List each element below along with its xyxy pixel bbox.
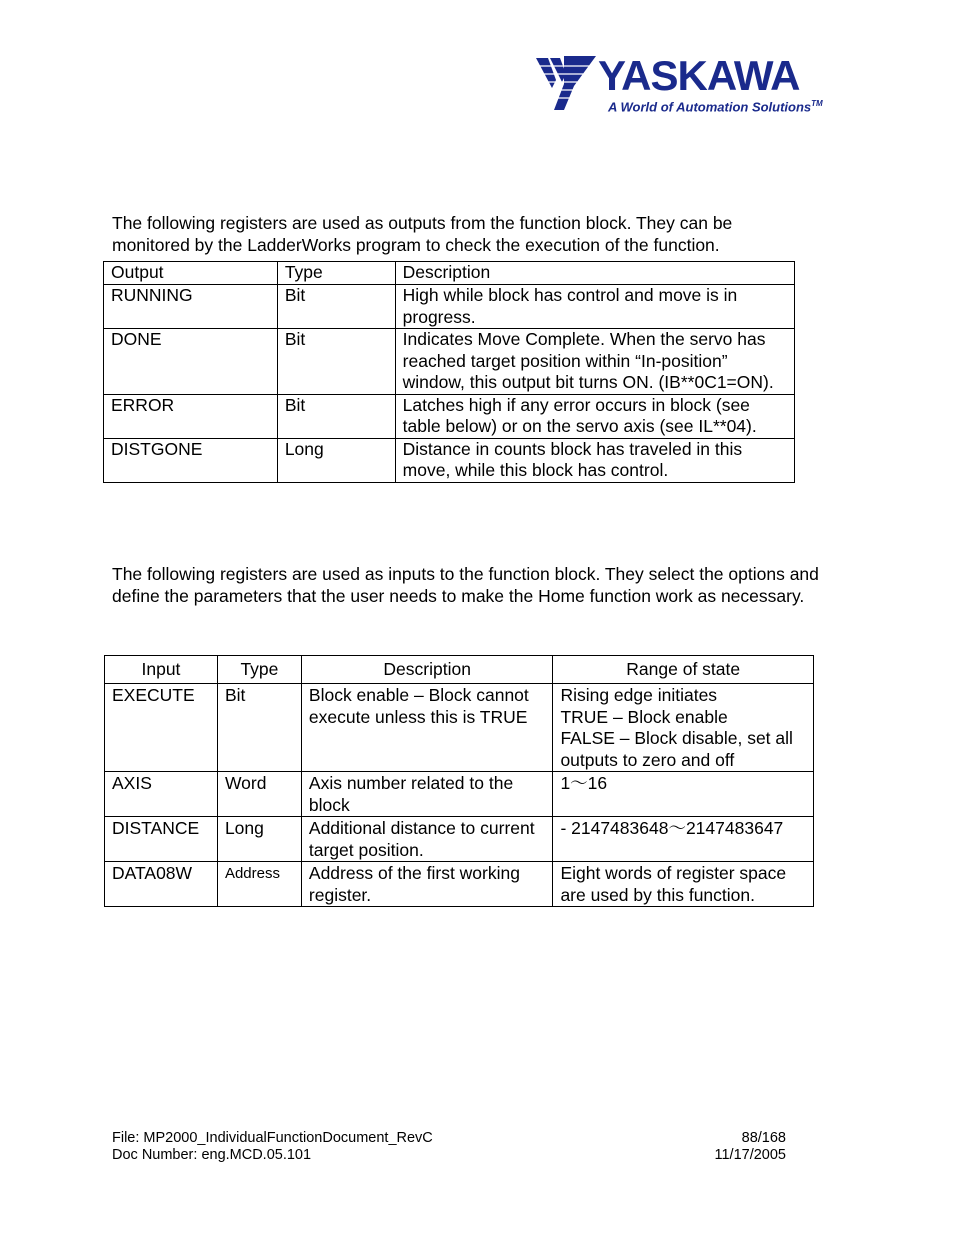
input-description: Block enable – Block cannot execute unless this is TRUE xyxy=(301,684,553,772)
input-name: DISTANCE xyxy=(105,817,218,862)
table-row xyxy=(104,329,795,395)
footer-right xyxy=(700,1130,786,1164)
input-range: 1～16 xyxy=(553,772,814,817)
column-header: Range of state xyxy=(553,656,814,684)
outputs-intro: The following registers are used as outputs from the function block. They can be monitored by the LadderWorks program to check the execution of the function. xyxy=(112,213,733,255)
input-type: Long xyxy=(217,817,301,862)
column-header: Output xyxy=(104,262,278,285)
yaskawa-logo xyxy=(534,52,824,122)
input-name: DATA08W xyxy=(105,862,218,907)
input-description: Address of the first working register. xyxy=(301,862,553,907)
output-type: Bit xyxy=(277,285,395,329)
input-type: Bit xyxy=(217,684,301,772)
yaskawa-mark-icon xyxy=(534,54,598,114)
column-header: Type xyxy=(277,262,395,285)
output-description: High while block has control and move is in progress. xyxy=(395,285,794,329)
table-row xyxy=(105,817,814,862)
input-range: - 2147483648～2147483647 xyxy=(553,817,814,862)
input-range xyxy=(553,684,814,772)
table-row xyxy=(105,772,814,817)
footer-file: File: MP2000_IndividualFunctionDocument_RevC xyxy=(112,1130,433,1146)
output-type: Bit xyxy=(277,329,395,395)
range-line: TRUE – Block enable xyxy=(560,706,728,727)
inputs-intro: The following registers are used as inputs to the function block. They select the options and define the parameters that the user needs to make the Home function work as necessary. xyxy=(112,564,819,606)
column-header: Input xyxy=(105,656,218,684)
table-header-row xyxy=(105,656,814,684)
input-name: AXIS xyxy=(105,772,218,817)
table-row xyxy=(104,285,795,329)
table-row xyxy=(105,862,814,907)
output-description: Latches high if any error occurs in block (see table below) or on the servo axis (see IL**04). xyxy=(395,394,794,438)
input-description: Additional distance to current target position. xyxy=(301,817,553,862)
table-header-row xyxy=(104,262,795,285)
column-header: Description xyxy=(301,656,553,684)
output-name: RUNNING xyxy=(104,285,278,329)
inputs-table xyxy=(104,655,814,907)
output-type: Bit xyxy=(277,394,395,438)
footer-left xyxy=(112,1130,433,1164)
input-description: Axis number related to the block xyxy=(301,772,553,817)
table-row xyxy=(104,394,795,438)
footer-date: 11/17/2005 xyxy=(714,1147,786,1163)
input-type: Word xyxy=(217,772,301,817)
footer-page: 88/168 xyxy=(741,1130,786,1146)
input-range: Eight words of register space are used by this function. xyxy=(553,862,814,907)
output-description: Distance in counts block has traveled in this move, while this block has control. xyxy=(395,438,794,482)
outputs-table xyxy=(103,261,795,483)
output-description: Indicates Move Complete. When the servo has reached target position within “In-position” window, this output bit turns ON. (IB**0C1=ON). xyxy=(395,329,794,395)
table-row xyxy=(104,438,795,482)
output-name: DISTGONE xyxy=(104,438,278,482)
column-header: Type xyxy=(217,656,301,684)
output-type: Long xyxy=(277,438,395,482)
input-type: Address xyxy=(217,862,301,907)
brand-name: YASKAWA xyxy=(598,52,800,99)
range-line: Rising edge initiates xyxy=(560,685,718,705)
column-header: Description xyxy=(395,262,794,285)
output-name: ERROR xyxy=(104,394,278,438)
brand-tagline: A World of Automation Solutions™ xyxy=(608,99,823,115)
table-row xyxy=(105,684,814,772)
input-name: EXECUTE xyxy=(105,684,218,772)
output-name: DONE xyxy=(104,329,278,395)
range-line: FALSE – Block disable, set all outputs to zero and off xyxy=(560,728,793,770)
footer-doc-number: Doc Number: eng.MCD.05.101 xyxy=(112,1147,312,1163)
